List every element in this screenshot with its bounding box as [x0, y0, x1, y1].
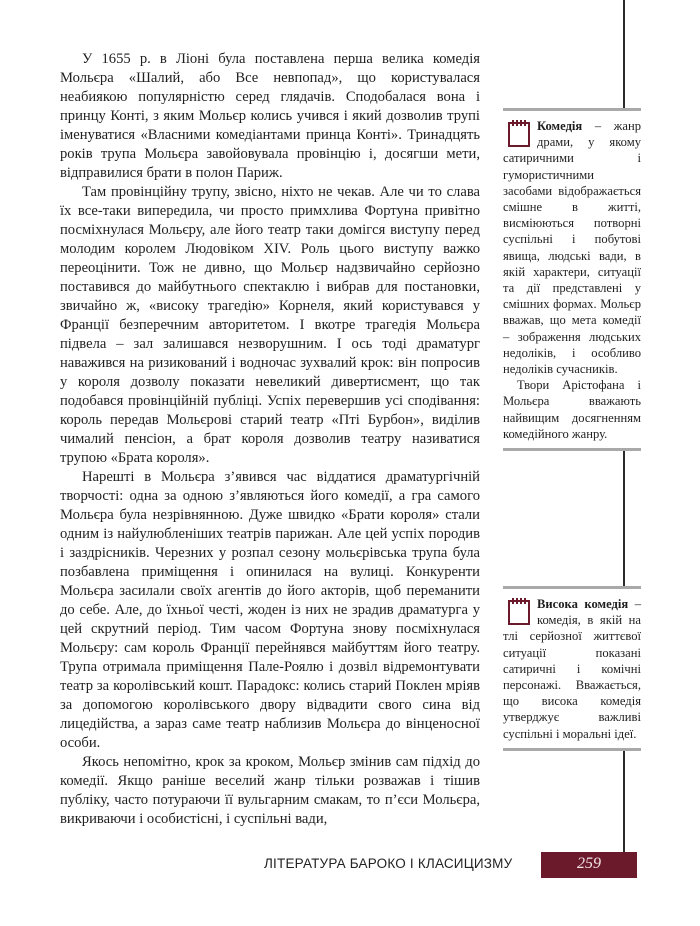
paragraph: У 1655 р. в Ліоні була поставлена перша велика комедія Мольєра «Шалий, або Все невпопад», що користувалася неабиякою популярністю серед глядачів. Сподобалася вона і принцу Конті, з яким Мольєр колись учився і який дозволив трупі іменуватися «Власними комедіантами принца Конті». Тринадцять років трупа Мольєра завойовувала провінцію і, досягши мети, відправилися брати в полон Париж.	[60, 51, 480, 181]
note-term: Висока комедія	[537, 597, 629, 611]
note-definition: – комедія, в якій на тлі серйозної життєвої ситуації показані сатиричні і комічні персонажі. Вважається, що висока комедія утверджує важливі суспільні і моральні ідеї.	[503, 597, 641, 741]
note-extra: Твори Арістофана і Мольєра вважають найвищим досягненням комедійного жанру.	[503, 378, 641, 441]
paragraph: Там провінційну трупу, звісно, ніхто не чекав. Але чи то слава їх все-таки випередила, чи просто примхлива Фортуна привітно посміхнулася Мольєру, але його театр таки домігся виступу перед молодим королем Людовіком XIV. Роль цього виступу важко переоцінити. Тож не дивно, що Мольєр надзвичайно серйозно поставився до майбутнього спектаклю і вибрав для постановки, звичайно ж, «високу трагедію» Корнеля, який користувався у Франції безперечним авторитетом. І вкотре трагедія Мольєра підвела – зал залишався незворушним. І ось тоді драматург наважився на ризикований і водночас зухвалий крок: він попросив у короля дозволу показати невеликий дивертисмент, що так подобався провінційній публіці. Успіх перевершив усі сподівання: король передав Мольєрові старий театр «Пті Бурбон», виділив чималий пенсіон, а брат короля дозволив театру називатися трупою «Брата короля».	[60, 184, 480, 466]
note-term: Комедія	[537, 119, 583, 133]
paragraph: Нарешті в Мольєра з’явився час віддатися драматургічній творчості: одна за одною з’являються його комедії, а гра самого Мольєра була незрівнянною. Дуже швидко «Брати короля» стали одним із найулюбленіших театрів парижан. Але цей успіх породив і заздрісників. Черезних у розпал сезону мольєрівська трупа була позбавлена приміщення і опинилася на вулиці. Конкуренти Мольєра засилали своїх агентів до його акторів, щоб переманити до себе. Але, до їхньої честі, жоден із них не зрадив драматурга у цей скрутний період. Тим часом Фортуна знову посміхнулася Мольєру: сам король Франції перейнявся майбуттям його театру. Трупа отримала приміщення Пале-Роялю і дозвіл відремонтувати театр за королівський кошт. Парадокс: колись старий Поклен мріяв за допомогою королівського двору відвадити свого сина від лицедійства, а зараз саме театр наблизив Мольєра до вінценосної особи.	[60, 469, 480, 751]
sidebar-note-comedy	[503, 108, 641, 451]
note-definition: – жанр драми, у якому сатиричними і гумористичними засобами відображається смішне в житті, висміюються потворні суспільні і побутові явища, людські вади, в якій характери, ситуації та дії представлені у смішних формах. Мольєр вважав, що мета комедії – зображення людських недоліків, і особливо недоліків сучасників.	[503, 119, 641, 377]
notepad-icon	[507, 119, 531, 147]
notepad-icon	[507, 597, 531, 625]
page-number: 259	[577, 855, 601, 872]
running-footer-title: ЛІТЕРАТУРА БАРОКО І КЛАСИЦИЗМУ	[264, 856, 513, 871]
sidebar-note-high-comedy	[503, 586, 641, 751]
page-number-box	[541, 852, 637, 878]
main-text	[60, 50, 480, 829]
paragraph: Якось непомітно, крок за кроком, Мольєр змінив сам підхід до комедії. Якщо раніше веселий жанр тільки розважав і тішив публіку, часто потураючи її вульгарним смакам, то п’єси Мольєра, викриваючи і особистісні, і суспільні вади,	[60, 754, 480, 827]
